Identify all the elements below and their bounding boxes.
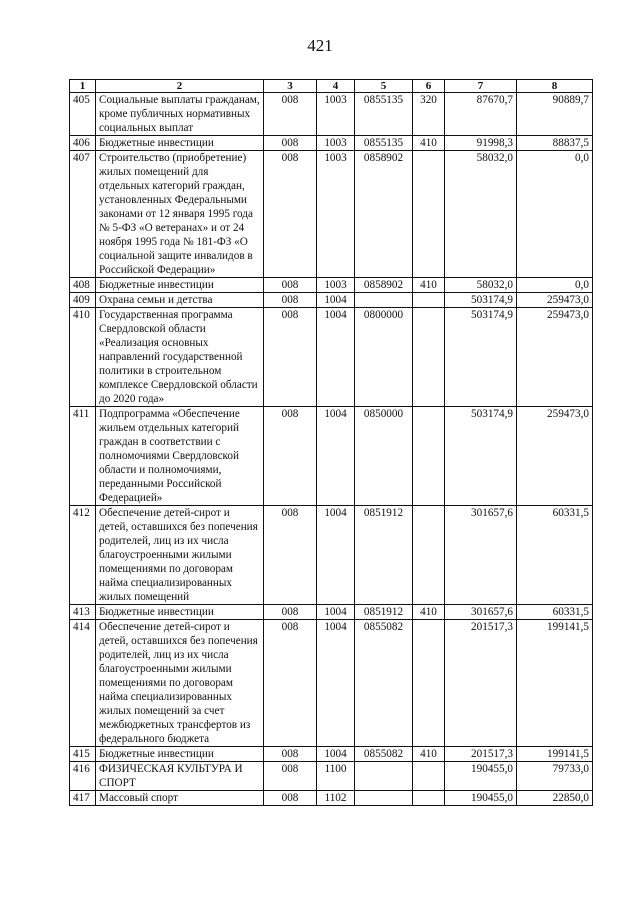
row-number: 405	[70, 93, 96, 136]
amount-year2: 60331,5	[517, 605, 593, 620]
amount-year1: 58032,0	[445, 151, 517, 278]
code-expense-type	[413, 151, 445, 278]
code-ministry: 008	[264, 151, 317, 278]
row-name: Государственная программа Свердловской области «Реализация основных направлений государственной политики в строительном комплексе Свердловской области до 2020 года»	[96, 308, 264, 407]
code-section: 1102	[317, 791, 355, 806]
amount-year1: 91998,3	[445, 136, 517, 151]
row-number: 407	[70, 151, 96, 278]
code-expense-type	[413, 407, 445, 506]
row-name: Массовый спорт	[96, 791, 264, 806]
code-ministry: 008	[264, 747, 317, 762]
table-row	[70, 747, 593, 762]
code-section: 1004	[317, 747, 355, 762]
code-ministry: 008	[264, 136, 317, 151]
row-number: 408	[70, 278, 96, 293]
code-section: 1004	[317, 308, 355, 407]
row-name: Бюджетные инвестиции	[96, 747, 264, 762]
amount-year2: 199141,5	[517, 620, 593, 747]
code-target: 0855135	[355, 93, 413, 136]
code-section: 1003	[317, 278, 355, 293]
amount-year1: 201517,3	[445, 620, 517, 747]
row-name: ФИЗИЧЕСКАЯ КУЛЬТУРА И СПОРТ	[96, 762, 264, 791]
table-row	[70, 136, 593, 151]
page-number: 421	[307, 36, 333, 55]
row-name: Бюджетные инвестиции	[96, 136, 264, 151]
column-header: 4	[317, 80, 355, 93]
row-number: 409	[70, 293, 96, 308]
amount-year2: 259473,0	[517, 308, 593, 407]
code-section: 1003	[317, 93, 355, 136]
code-ministry: 008	[264, 605, 317, 620]
row-name: Подпрограмма «Обеспечение жильем отдельных категорий граждан в соответствии с полномочиями Свердловской области и полномочиями, переданными Российской Федерацией»	[96, 407, 264, 506]
code-expense-type: 410	[413, 747, 445, 762]
code-ministry: 008	[264, 407, 317, 506]
code-ministry: 008	[264, 293, 317, 308]
code-target: 0850000	[355, 407, 413, 506]
amount-year1: 301657,6	[445, 506, 517, 605]
code-target: 0855082	[355, 747, 413, 762]
table-row	[70, 791, 593, 806]
row-number: 414	[70, 620, 96, 747]
code-target: 0858902	[355, 151, 413, 278]
row-name: Бюджетные инвестиции	[96, 278, 264, 293]
code-target: 0851912	[355, 605, 413, 620]
code-target: 0855082	[355, 620, 413, 747]
amount-year1: 301657,6	[445, 605, 517, 620]
code-expense-type	[413, 506, 445, 605]
code-section: 1003	[317, 151, 355, 278]
amount-year2: 0,0	[517, 278, 593, 293]
amount-year2: 22850,0	[517, 791, 593, 806]
code-ministry: 008	[264, 93, 317, 136]
code-expense-type	[413, 293, 445, 308]
row-number: 412	[70, 506, 96, 605]
code-expense-type	[413, 308, 445, 407]
header-row	[70, 80, 593, 93]
row-number: 411	[70, 407, 96, 506]
amount-year2: 0,0	[517, 151, 593, 278]
table-row	[70, 506, 593, 605]
amount-year1: 503174,9	[445, 293, 517, 308]
column-header: 5	[355, 80, 413, 93]
amount-year2: 199141,5	[517, 747, 593, 762]
code-target: 0851912	[355, 506, 413, 605]
column-header: 6	[413, 80, 445, 93]
code-ministry: 008	[264, 308, 317, 407]
table-row	[70, 151, 593, 278]
amount-year1: 87670,7	[445, 93, 517, 136]
row-name: Обеспечение детей-сирот и детей, оставшихся без попечения родителей, лиц из их числа благоустроенными жилыми помещениями по договорам найма специализированных жилых помещений за счет межбюджетных трансфертов из федерального бюджета	[96, 620, 264, 747]
amount-year2: 90889,7	[517, 93, 593, 136]
row-number: 410	[70, 308, 96, 407]
row-number: 417	[70, 791, 96, 806]
code-section: 1004	[317, 620, 355, 747]
code-section: 1004	[317, 407, 355, 506]
code-section: 1004	[317, 605, 355, 620]
code-expense-type	[413, 762, 445, 791]
code-ministry: 008	[264, 762, 317, 791]
amount-year2: 60331,5	[517, 506, 593, 605]
code-section: 1003	[317, 136, 355, 151]
row-name: Строительство (приобретение) жилых помещений для отдельных категорий граждан, установленных Федеральными законами от 12 января 1995 года № 5-ФЗ «О ветеранах» и от 24 ноября 1995 года № 181-ФЗ «О социальной защите инвалидов в Российской Федерации»	[96, 151, 264, 278]
code-target: 0858902	[355, 278, 413, 293]
row-number: 416	[70, 762, 96, 791]
code-ministry: 008	[264, 278, 317, 293]
code-section: 1004	[317, 506, 355, 605]
code-target: 0800000	[355, 308, 413, 407]
code-ministry: 008	[264, 506, 317, 605]
table-row	[70, 620, 593, 747]
row-number: 406	[70, 136, 96, 151]
table-row	[70, 308, 593, 407]
table-row	[70, 278, 593, 293]
amount-year1: 201517,3	[445, 747, 517, 762]
table-row	[70, 293, 593, 308]
table-row	[70, 762, 593, 791]
code-expense-type	[413, 620, 445, 747]
amount-year2: 259473,0	[517, 293, 593, 308]
column-header: 1	[70, 80, 96, 93]
amount-year1: 503174,9	[445, 407, 517, 506]
code-target	[355, 762, 413, 791]
amount-year1: 503174,9	[445, 308, 517, 407]
row-name: Охрана семьи и детства	[96, 293, 264, 308]
code-ministry: 008	[264, 620, 317, 747]
code-expense-type: 410	[413, 605, 445, 620]
row-name: Социальные выплаты гражданам, кроме публичных нормативных социальных выплат	[96, 93, 264, 136]
column-header: 3	[264, 80, 317, 93]
amount-year2: 79733,0	[517, 762, 593, 791]
table-body	[70, 93, 593, 806]
row-name: Обеспечение детей-сирот и детей, оставшихся без попечения родителей, лиц из их числа благоустроенными жилыми помещениями по договорам найма специализированных жилых помещений	[96, 506, 264, 605]
code-expense-type: 320	[413, 93, 445, 136]
column-header: 7	[445, 80, 517, 93]
table-row	[70, 605, 593, 620]
code-section: 1100	[317, 762, 355, 791]
code-expense-type: 410	[413, 278, 445, 293]
code-ministry: 008	[264, 791, 317, 806]
amount-year1: 190455,0	[445, 762, 517, 791]
amount-year1: 58032,0	[445, 278, 517, 293]
code-target	[355, 791, 413, 806]
row-number: 413	[70, 605, 96, 620]
table-row	[70, 93, 593, 136]
column-header: 2	[96, 80, 264, 93]
column-header: 8	[517, 80, 593, 93]
amount-year2: 259473,0	[517, 407, 593, 506]
row-name: Бюджетные инвестиции	[96, 605, 264, 620]
code-section: 1004	[317, 293, 355, 308]
amount-year2: 88837,5	[517, 136, 593, 151]
table-row	[70, 407, 593, 506]
code-target: 0855135	[355, 136, 413, 151]
amount-year1: 190455,0	[445, 791, 517, 806]
code-expense-type	[413, 791, 445, 806]
code-expense-type: 410	[413, 136, 445, 151]
budget-table	[69, 79, 593, 806]
row-number: 415	[70, 747, 96, 762]
code-target	[355, 293, 413, 308]
